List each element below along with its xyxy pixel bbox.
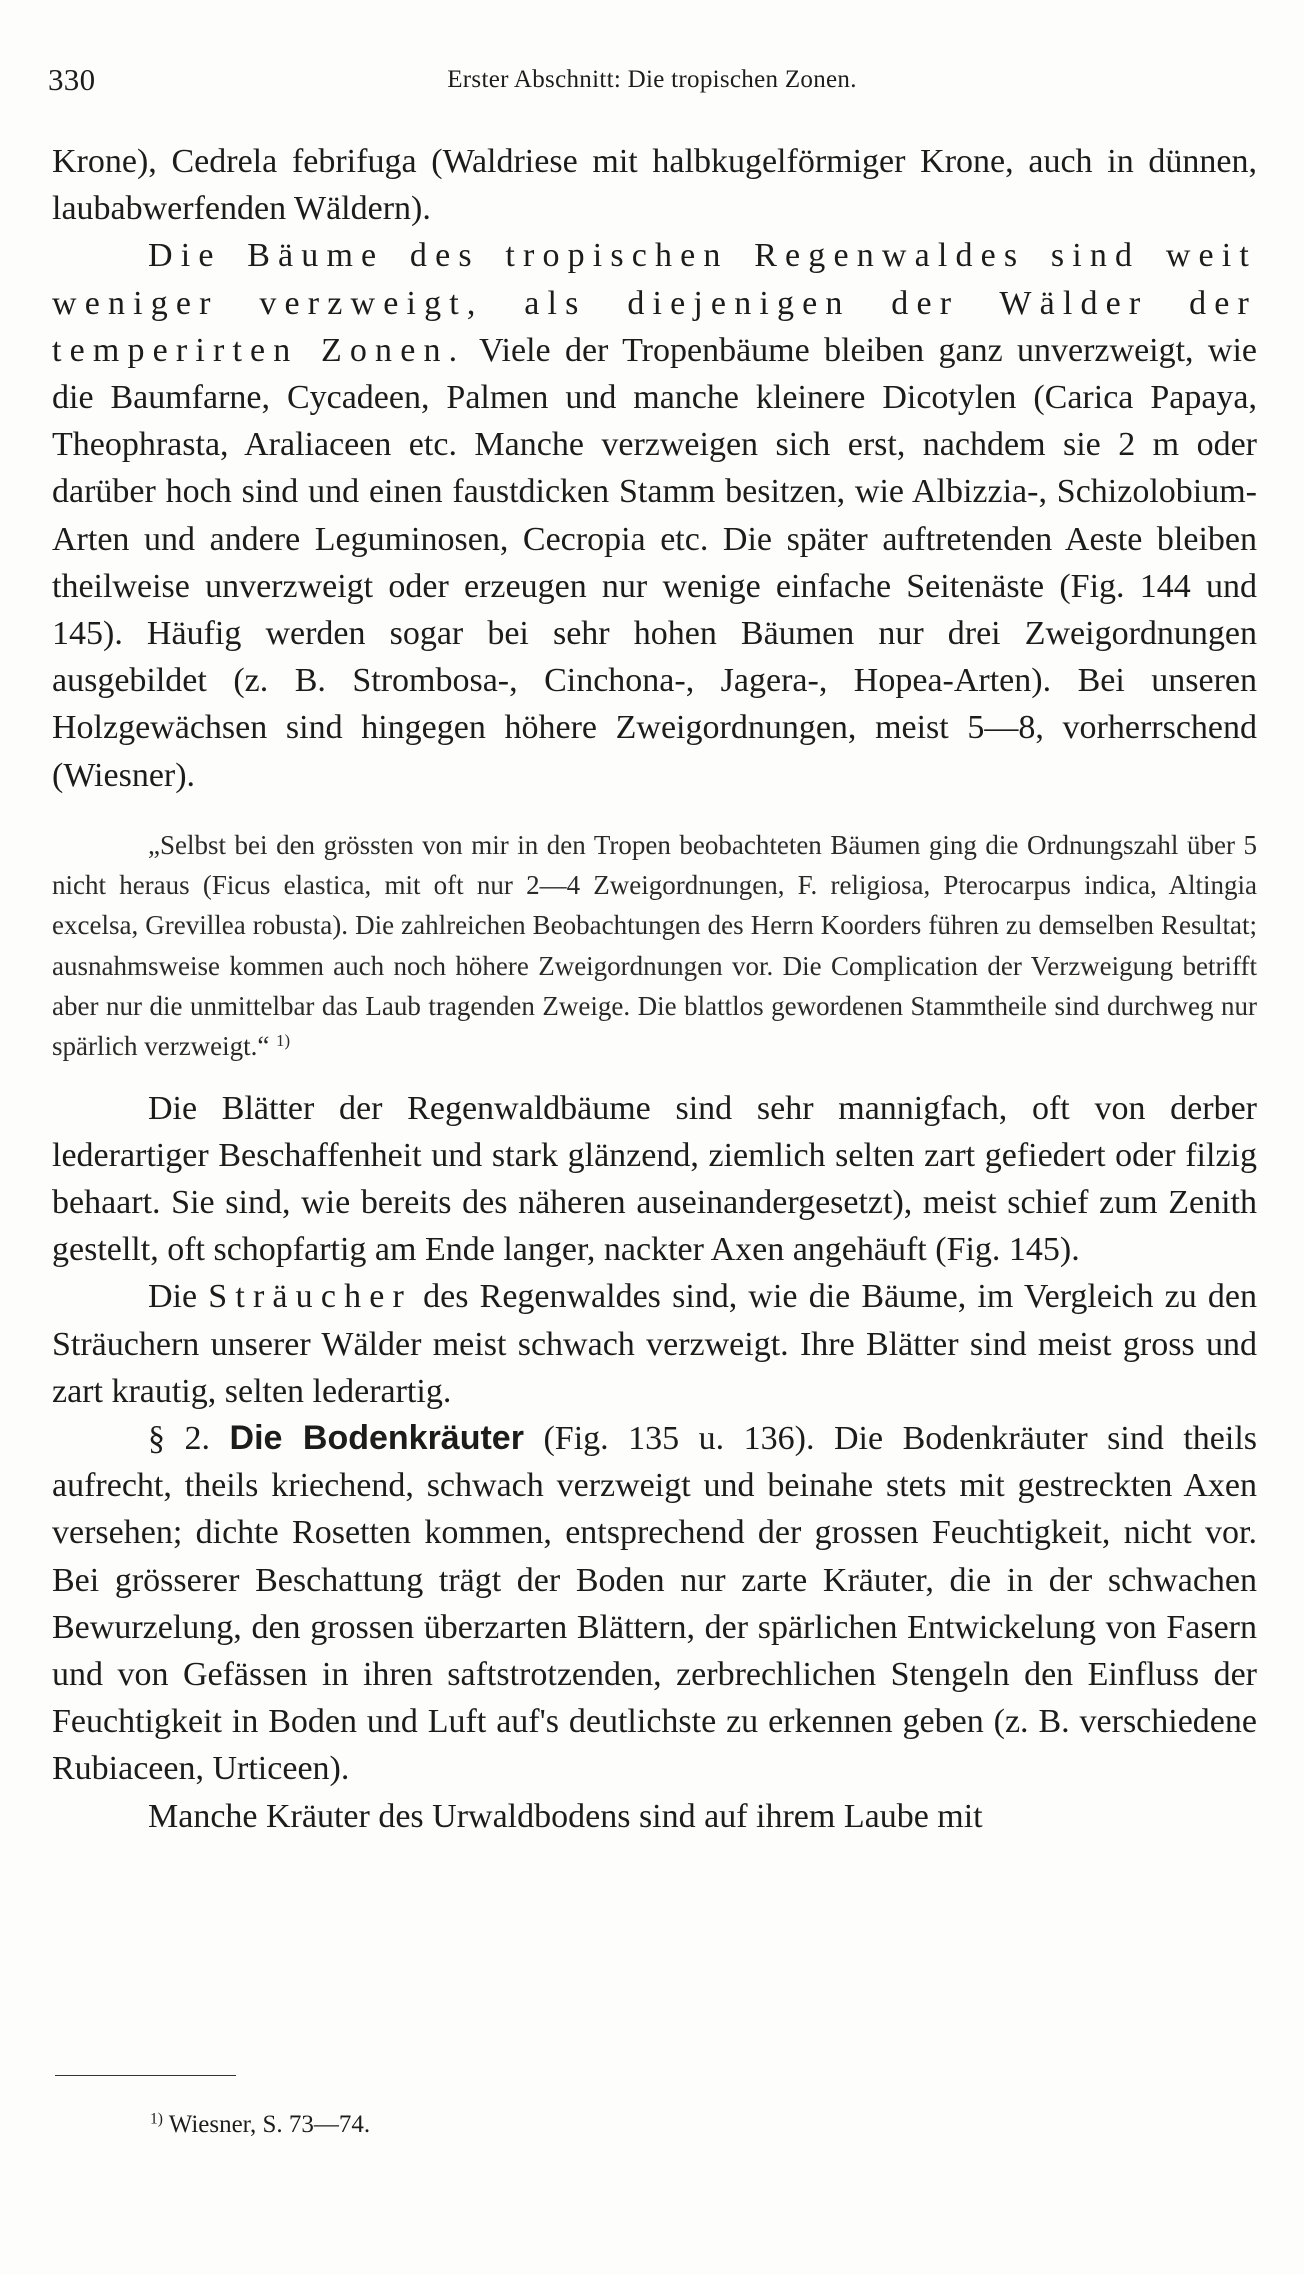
block-quote xyxy=(52,825,1257,1067)
section-number: § 2. xyxy=(148,1420,211,1458)
body-text xyxy=(52,138,1257,1840)
footnote-mark: 1) xyxy=(150,2110,163,2128)
paragraph-shrubs xyxy=(52,1273,1257,1415)
paragraph-continuation: Krone), Cedrela febrifuga (Waldriese mit halbkugelförmiger Krone, auch in dünnen, laubabwerfenden Wäldern). xyxy=(52,143,1257,228)
paragraph-text: Viele der Tropenbäume bleiben ganz unverzweigt, wie die Baumfarne, Cycadeen, Palmen und manche kleinere Dicotylen (Carica Papaya, Theophrasta, Araliaceen etc. Manche verzweigen sich erst, nachdem sie 2 m oder darüber hoch sind und einen faustdicken Stamm besitzen, wie Albizzia-, Schizolobium-Arten und andere Leguminosen, Cecropia etc. Die später auftretenden Aeste bleiben theilweise unverzweigt oder erzeugen nur wenige einfache Seitenäste (Fig. 144 und 145). Häufig werden sogar bei sehr hohen Bäumen nur drei Zweigordnungen ausgebildet (z. B. Strombosa-, Cinchona-, Jagera-, Hopea-Arten). Bei unseren Holzgewächsen sind hingegen höhere Zweigordnungen, meist 5—8, vorherrschend (Wiesner). xyxy=(52,331,1257,794)
footnote-text: Wiesner, S. 73—74. xyxy=(162,2111,371,2138)
page-number: 330 xyxy=(48,62,96,97)
running-head: Erster Abschnitt: Die tropischen Zonen. xyxy=(447,66,857,93)
paragraph-herb-leaves: Manche Kräuter des Urwaldbodens sind auf ihrem Laube mit xyxy=(148,1797,983,1835)
emphasis-spaced: Die Bäume des tropischen Regenwaldes sind weit weniger verzweigt, als diejenigen der Wälder der temperirten Zonen. xyxy=(52,237,1257,369)
paragraph-leaves: Die Blätter der Regenwaldbäume sind sehr mannigfach, oft von derber lederartiger Beschaffenheit und stark glänzend, ziemlich selten zart gefiedert oder filzig behaart. Sie sind, wie bereits des näheren auseinandergesetzt), meist schief zum Zenith gestellt, oft schopfartig am Ende langer, nackter Axen angehäuft (Fig. 145). xyxy=(52,1089,1257,1269)
quote-paragraph xyxy=(52,825,1257,1067)
emphasis-spaced: Sträucher xyxy=(208,1278,412,1316)
paragraph-herbs xyxy=(52,1415,1257,1793)
footnote-divider xyxy=(55,2075,236,2076)
quote-text: „Selbst bei den grössten von mir in den Tropen beobachteten Bäumen ging die Ordnungszahl über 5 nicht heraus (Ficus elastica, mit oft nur 2—4 Zweigordnungen, F. religiosa, Pterocarpus indica, Altingia excelsa, Grevillea robusta). Die zahlreichen Beobachtungen des Herrn Koorders führen zu demselben Resultat; ausnahmsweise kommen auch noch höhere Zweigordnungen vor. Die Complication der Verzweigung betrifft aber nur die unmittelbar das Laub tragenden Zweige. Die blattlos gewordenen Stammtheile sind durchweg nur spärlich verzweigt.“ xyxy=(52,829,1257,1062)
footnote xyxy=(150,2108,370,2142)
page-header xyxy=(48,62,1256,102)
section-heading: Die Bodenkräuter xyxy=(229,1419,524,1458)
paragraph-text: des Regenwaldes sind, wie die Bäume, im Vergleich zu den Sträuchern unserer Wälder meist schwach verzweigt. Ihre Blätter sind meist gross und zart krautig, selten lederartig. xyxy=(52,1278,1257,1410)
paragraph-lead: Die xyxy=(148,1278,209,1316)
paragraph-text: (Fig. 135 u. 136). Die Bodenkräuter sind theils aufrecht, theils kriechend, schwach verzweigt und beinahe stets mit gestreckten Axen versehen; dichte Rosetten kommen, entsprechend der grossen Feuchtigkeit, nicht vor. Bei grösserer Beschattung trägt der Boden nur zarte Kräuter, die in der schwachen Bewurzelung, den grossen überzarten Blättern, der spärlichen Entwickelung von Fasern und von Gefässen in ihren saftstrotzenden, zerbrechlichen Stengeln den Einfluss der Feuchtigkeit in Boden und Luft auf's deutlichste zu erkennen geben (z. B. verschiedene Rubiaceen, Urticeen). xyxy=(52,1420,1258,1788)
paragraph-trees xyxy=(52,232,1257,798)
footnote-reference: 1) xyxy=(276,1031,291,1051)
